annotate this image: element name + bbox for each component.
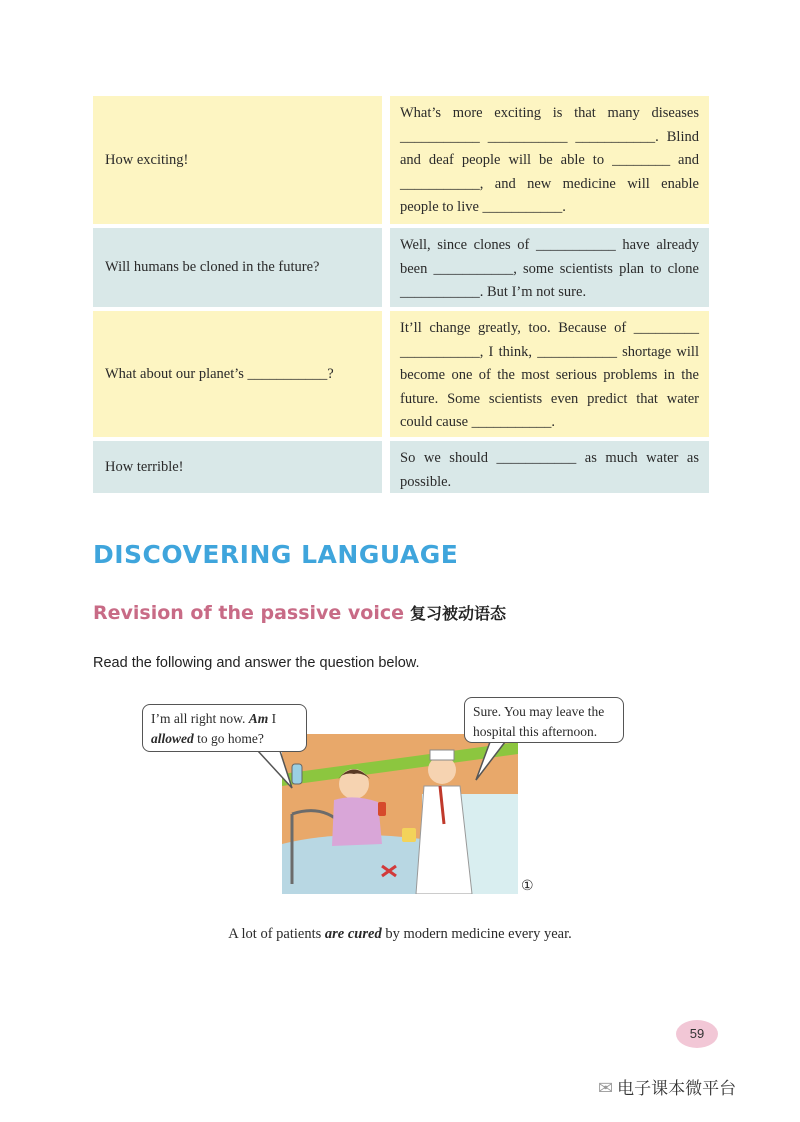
table-cell-right: So we should ___________ as much water as possible. — [390, 441, 709, 493]
table-cell-right: What’s more exciting is that many diseases ___________ ___________ ___________. Blind and deaf people will be able to ________ and ___________, and new medicine will enable people to live ___________. — [390, 96, 709, 224]
doctor-speech-bubble: Sure. You may leave the hospital this afternoon. — [464, 697, 624, 743]
table-cell-right: Well, since clones of ___________ have already been ___________, some scientists plan to clone ___________. But I’m not sure. — [390, 228, 709, 307]
watermark — [598, 1074, 736, 1099]
table-cell-left: How terrible! — [93, 441, 382, 493]
table-cell-left: What about our planet’s ___________? — [93, 311, 382, 437]
watermark-text: 电子课本微平台 — [617, 1079, 737, 1099]
section-heading: DISCOVERING LANGUAGE — [93, 540, 459, 569]
instruction-text: Read the following and answer the question below. — [93, 655, 420, 671]
doctor-cap — [430, 750, 454, 760]
bubble-text: I — [271, 711, 277, 726]
wechat-icon: ✉ — [598, 1078, 614, 1099]
table-cell-left: Will humans be cloned in the future? — [93, 228, 382, 307]
illustration-caption — [0, 926, 800, 943]
table-cell-left: How exciting! — [93, 96, 382, 224]
cup — [402, 828, 416, 842]
patient-speech-bubble — [142, 704, 307, 752]
figure-number: ① — [521, 879, 534, 894]
bubble-text: to go home? — [197, 731, 264, 746]
caption-text: by modern medicine every year. — [385, 926, 572, 942]
dialogue-table — [93, 96, 709, 497]
subheading — [93, 601, 506, 624]
patient-body — [332, 797, 382, 846]
medicine-bottle — [378, 802, 386, 816]
subheading-chinese: 复习被动语态 — [410, 604, 507, 623]
bubble-emphasis-am: Am — [248, 711, 269, 726]
table-row — [93, 441, 709, 493]
page-number: 59 — [676, 1020, 718, 1048]
bubble-text: I’m all right now. — [151, 711, 246, 726]
bubble-emphasis-allowed: allowed — [151, 731, 194, 746]
table-row — [93, 96, 709, 224]
table-cell-right: It’ll change greatly, too. Because of _________ ___________, I think, ___________ shortage will become one of the most serious problems in the future. Some scientists even predict that water could cause ___________. — [390, 311, 709, 437]
hospital-illustration — [282, 734, 518, 894]
iv-bottle — [292, 764, 302, 784]
caption-emphasis: are cured — [324, 926, 382, 942]
table-row — [93, 311, 709, 437]
table-row — [93, 228, 709, 307]
subheading-english: Revision of the passive voice — [93, 602, 405, 624]
caption-text: A lot of patients — [228, 926, 322, 942]
